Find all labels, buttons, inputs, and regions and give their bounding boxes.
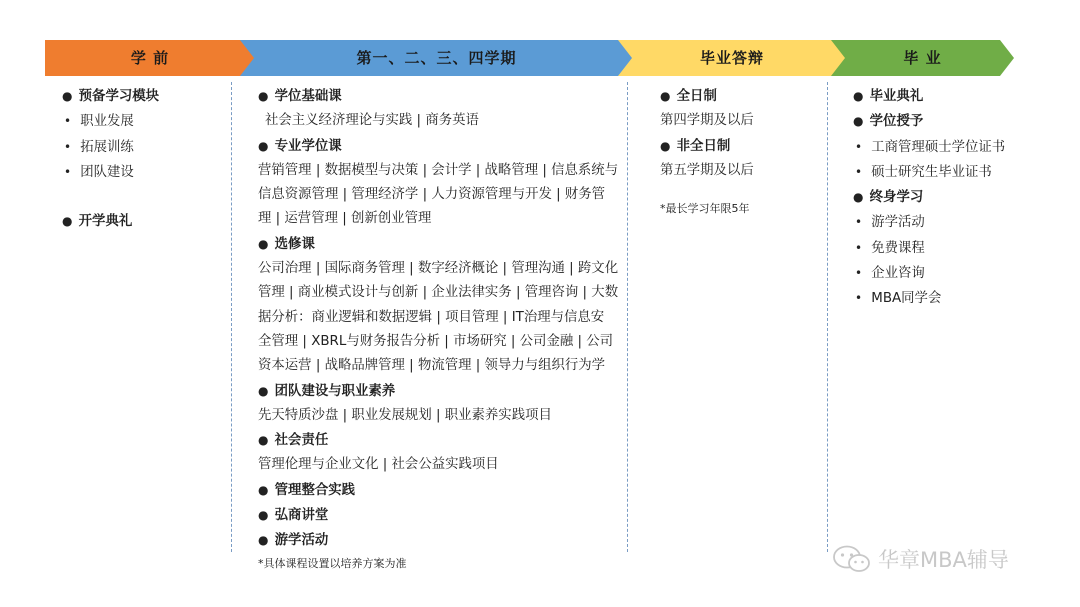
bullet-icon: ● [258,383,269,398]
stage-semesters [240,40,633,76]
bullet-icon: ● [660,89,671,103]
stage-graduation [831,40,1014,76]
list-item: • 游学活动 [853,210,1005,235]
stage-defense [618,40,846,76]
course-line: 管理 | 商业模式设计与创新 | 企业法律实务 | 管理咨询 | 大数 [258,285,619,301]
stage-graduation-label: 毕 业 [903,49,942,67]
dot-icon: • [855,266,863,281]
watermark [832,541,1009,577]
stage-pre-label: 学 前 [130,49,170,67]
group-heading: ● 游学活动 [258,528,618,553]
list-item: • MBA同学会 [853,286,1005,311]
stage-pre [45,40,255,76]
group-heading: ● 专业学位课 [258,134,618,159]
bullet-icon: ● [62,214,73,229]
dot-icon: • [855,164,863,179]
list-item: • 免费课程 [853,236,1005,261]
group-heading: ● 社会责任 [258,428,618,453]
bullet-icon: ● [258,89,269,103]
list-item: • 企业咨询 [853,261,1005,286]
group-heading: ● 选修课 [258,232,618,257]
defense-column [660,84,754,219]
graduation-ceremony: ● 毕业典礼 [853,84,1005,109]
dot-icon: • [855,240,863,255]
course-line: 信息资源管理 | 管理经济学 | 人力资源管理与开发 | 财务管 [258,187,606,203]
graduation-column [853,84,1005,312]
course-line: 先天特质沙盘 | 职业发展规划 | 职业素养实践项目 [258,407,552,423]
group-heading: ● 学位基础课 [258,84,618,109]
divider-3 [827,82,828,552]
course-line: 据分析：商业逻辑和数据逻辑 | 项目管理 | IT治理与信息安 [258,309,605,325]
list-item: • 硕士研究生毕业证书 [853,160,1005,185]
dot-icon: • [64,164,72,179]
dot-icon: • [855,291,863,306]
dot-icon: • [64,114,72,129]
group-heading: ● 弘商讲堂 [258,503,618,528]
defense-line: 第五学期及以后 [660,162,754,178]
divider-2 [627,82,628,552]
course-line: 资本运营 | 战略品牌管理 | 物流管理 | 领导力与组织行为学 [258,358,606,374]
course-line: 营销管理 | 数据模型与决策 | 会计学 | 战略管理 | 信息系统与 [258,162,619,178]
stage-semesters-label: 第一、二、三、四学期 [356,49,517,67]
stage-defense-label: 毕业答辩 [699,49,764,67]
list-item: • 团队建设 [62,160,159,185]
course-line: 理 | 运营管理 | 创新创业管理 [258,211,432,227]
watermark-text: 华章MBA辅导 [878,548,1009,572]
bullet-icon: ● [258,482,269,497]
dot-icon: • [855,139,863,154]
bullet-icon: ● [853,114,864,129]
dot-icon: • [64,139,72,154]
group-heading: ● 管理整合实践 [258,478,618,503]
defense-note: *最长学习年限5年 [660,202,750,216]
course-line: 管理伦理与企业文化 | 社会公益实践项目 [258,457,499,473]
list-item: • 拓展训练 [62,135,159,160]
course-line: 社会主义经济理论与实践 | 商务英语 [265,113,479,129]
bullet-icon: ● [258,533,269,548]
list-item: • 职业发展 [62,109,159,134]
pre-heading: ● 预备学习模块 [62,84,159,109]
bullet-icon: ● [853,89,864,103]
bullet-icon: ● [258,236,269,251]
group-heading: ● 学位授予 [853,109,1005,134]
group-heading: ● 终身学习 [853,185,1005,210]
defense-line: 第四学期及以后 [660,113,754,129]
pre-column [62,84,159,234]
group-heading: ● 非全日制 [660,134,754,159]
divider-1 [231,82,232,552]
semesters-note: *具体课程设置以培养方案为准 [258,556,407,570]
dot-icon: • [855,215,863,230]
bullet-icon: ● [258,433,269,448]
wechat-icon [832,544,872,574]
bullet-icon: ● [853,190,864,205]
pre-ceremony: ● 开学典礼 [62,209,159,234]
group-heading: ● 团队建设与职业素养 [258,379,618,404]
bullet-icon: ● [62,89,73,103]
list-item: • 工商管理硕士学位证书 [853,135,1005,160]
bullet-icon: ● [258,508,269,523]
course-line: 全管理 | XBRL与财务报告分析 | 市场研究 | 公司金融 | 公司 [258,333,614,349]
bullet-icon: ● [258,138,269,153]
bullet-icon: ● [660,138,671,153]
semesters-column [258,84,618,574]
course-line: 公司治理 | 国际商务管理 | 数字经济概论 | 管理沟通 | 跨文化 [258,261,619,277]
group-heading: ● 全日制 [660,84,754,109]
